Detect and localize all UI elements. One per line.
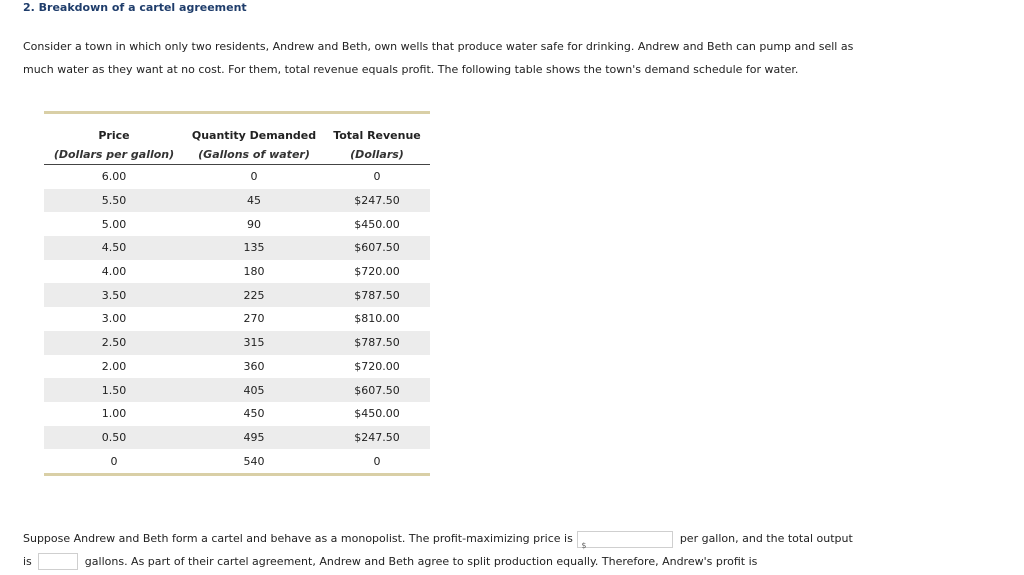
table-row (44, 189, 430, 213)
revenue-cell: 0 (373, 454, 381, 468)
revenue-cell: $607.50 (324, 236, 430, 260)
question-text-3: is (23, 554, 32, 568)
price-cell: 4.00 (101, 265, 127, 279)
price-input[interactable] (577, 531, 673, 548)
header-revenue: Total Revenue (333, 129, 421, 142)
header-price: Price (98, 129, 130, 142)
revenue-cell: $787.50 (324, 283, 430, 307)
price-cell: 5.50 (44, 189, 184, 213)
revenue-cell: $787.50 (324, 331, 430, 355)
quantity-cell: 450 (243, 407, 265, 421)
table-row (44, 260, 430, 284)
price-cell: 0.50 (44, 426, 184, 450)
revenue-cell: $247.50 (324, 426, 430, 450)
question-paragraph (23, 528, 873, 573)
price-cell: 3.00 (101, 312, 127, 326)
price-cell: 6.00 (101, 170, 127, 184)
price-cell: 5.00 (101, 217, 127, 231)
quantity-cell: 225 (184, 283, 324, 307)
currency-symbol: $ (581, 540, 587, 550)
question-text-2: per gallon, and the total output (679, 532, 853, 545)
demand-schedule-table (44, 111, 430, 476)
quantity-cell: 405 (184, 378, 324, 402)
table-row (44, 426, 430, 450)
price-cell: 2.00 (101, 359, 127, 373)
revenue-cell: $810.00 (354, 312, 400, 326)
quantity-cell: 180 (243, 265, 265, 279)
table-row (44, 378, 430, 402)
question-text-1: Suppose Andrew and Beth form a cartel and behave as a monopolist. The profit-maximizing price is (23, 532, 573, 545)
table-row (44, 212, 430, 236)
price-cell: 3.50 (44, 283, 184, 307)
section-heading: 2. Breakdown of a cartel agreement (23, 1, 247, 14)
subheader-revenue-units: (Dollars) (324, 144, 430, 165)
table-row (44, 307, 430, 331)
quantity-cell: 270 (243, 312, 265, 326)
price-cell: 0 (110, 454, 118, 468)
revenue-cell: $720.00 (354, 265, 400, 279)
price-cell: 1.00 (101, 407, 127, 421)
table-row (44, 331, 430, 355)
revenue-cell: $247.50 (324, 189, 430, 213)
price-cell: 4.50 (44, 236, 184, 260)
quantity-cell: 315 (184, 331, 324, 355)
quantity-cell: 90 (247, 217, 261, 231)
revenue-cell: $607.50 (324, 378, 430, 402)
output-input[interactable] (38, 553, 78, 570)
subheader-price-units: (Dollars per gallon) (44, 144, 184, 165)
subheader-quantity-units: (Gallons of water) (184, 144, 324, 165)
table-row (44, 165, 430, 189)
question-text-4: gallons. As part of their cartel agreement, Andrew and Beth agree to split production equally. Therefore, Andrew's profit is (84, 554, 758, 568)
revenue-cell: $720.00 (354, 359, 400, 373)
price-cell: 1.50 (44, 378, 184, 402)
table-row (44, 402, 430, 426)
table-row (44, 236, 430, 260)
price-cell: 2.50 (44, 331, 184, 355)
quantity-cell: 0 (250, 170, 258, 184)
table-row (44, 449, 430, 473)
revenue-cell: $450.00 (354, 217, 400, 231)
table-row (44, 283, 430, 307)
quantity-cell: 540 (243, 454, 265, 468)
header-quantity: Quantity Demanded (191, 129, 317, 142)
table-row (44, 355, 430, 379)
quantity-cell: 495 (184, 426, 324, 450)
quantity-cell: 360 (243, 359, 265, 373)
revenue-cell: $450.00 (354, 407, 400, 421)
intro-paragraph: Consider a town in which only two residents, Andrew and Beth, own wells that produce water safe for drinking. Andrew and Beth can pump and sell as much water as they want at no cost. For them, total revenue equals profit. The following table shows the town's demand schedule for water. (23, 40, 854, 76)
quantity-cell: 45 (184, 189, 324, 213)
quantity-cell: 135 (184, 236, 324, 260)
revenue-cell: 0 (373, 170, 381, 184)
